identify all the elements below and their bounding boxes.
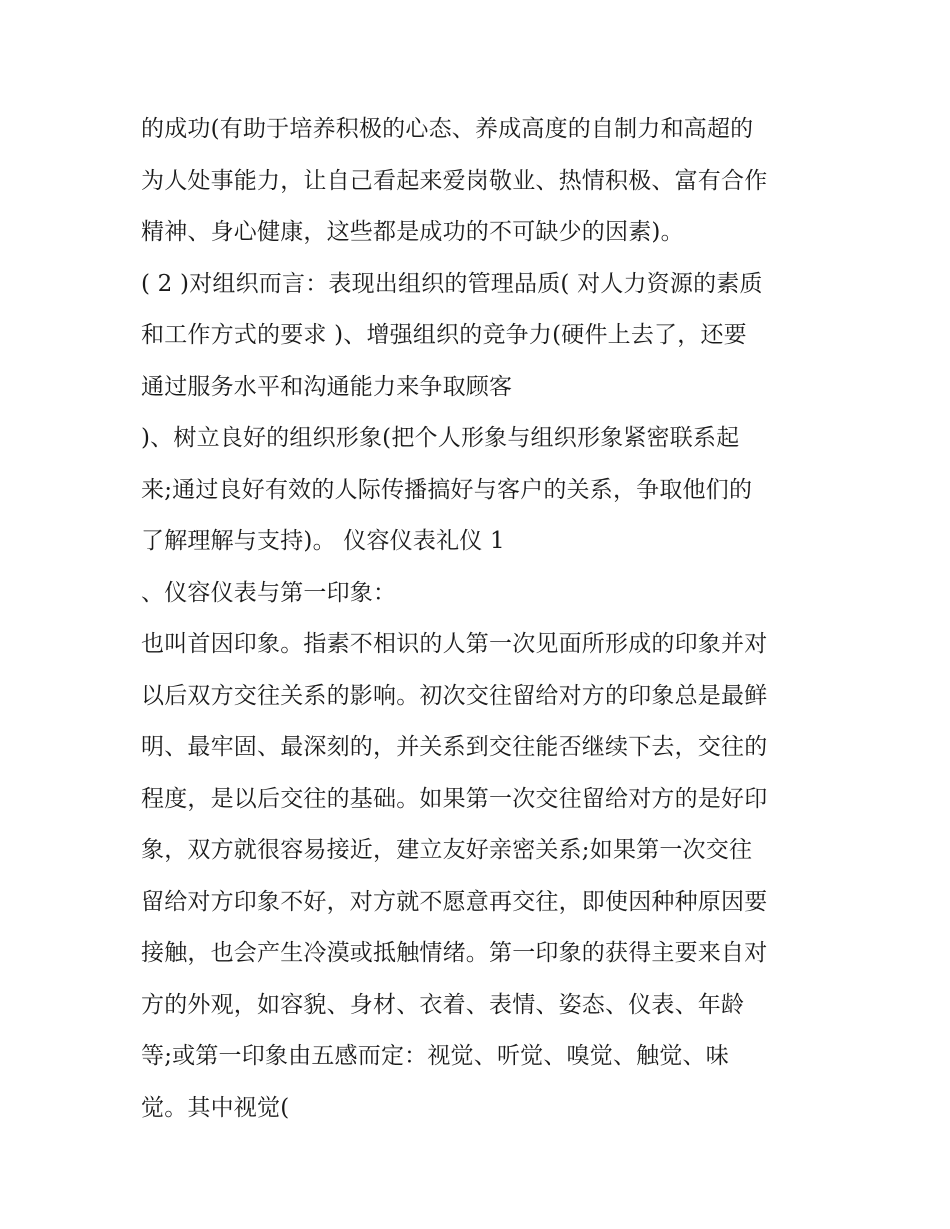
text-line: 精神、身心健康，这些都是成功的不可缺少的因素)。 <box>141 219 684 245</box>
text-line: 也叫首因印象。指素不相识的人第一次见面所形成的印象并对 <box>141 631 768 657</box>
text-line: 接触，也会产生冷漠或抵触情绪。第一印象的获得主要来自对 <box>141 940 768 966</box>
text-line: 象，双方就很容易接近，建立友好亲密关系;如果第一次交往 <box>141 837 753 863</box>
text-line: 程度，是以后交往的基础。如果第一次交往留给对方的是好印 <box>141 785 768 812</box>
text-line: 留给对方印象不好，对方就不愿意再交往，即使因种种原因要 <box>141 888 768 915</box>
text-line: 来;通过良好有效的人际传播搞好与客户的关系，争取他们的 <box>141 476 753 503</box>
text-line: 通过服务水平和沟通能力来争取顾客 <box>141 373 513 400</box>
text-line: ( 2 )对组织而言：表现出组织的管理品质( 对人力资源的素质 <box>141 270 763 297</box>
text-line: 方的外观，如容貌、身材、衣着、表情、姿态、仪表、年龄 <box>141 991 745 1018</box>
text-line: 明、最牢固、最深刻的，并关系到交往能否继续下去，交往的 <box>141 734 768 760</box>
text-line: )、树立良好的组织形象(把个人形象与组织形象紧密联系起 <box>141 425 740 451</box>
text-line: 觉。其中视觉( <box>141 1094 290 1121</box>
text-line: 了解理解与支持)。 仪容仪表礼仪 1 <box>141 528 505 554</box>
text-line: 为人处事能力，让自己看起来爱岗敬业、热情积极、富有合作 <box>141 167 768 194</box>
text-line: 和工作方式的要求 )、增强组织的竞争力(硬件上去了，还要 <box>141 322 747 348</box>
text-line: 、仪容仪表与第一印象： <box>141 579 397 606</box>
text-line: 等;或第一印象由五感而定：视觉、听觉、嗅觉、触觉、味 <box>141 1043 729 1069</box>
text-line: 以后双方交往关系的影响。初次交往留给对方的印象总是最鲜 <box>141 682 768 709</box>
text-line: 的成功(有助于培养积极的心态、养成高度的自制力和高超的 <box>141 116 754 142</box>
document-body <box>141 104 831 1134</box>
